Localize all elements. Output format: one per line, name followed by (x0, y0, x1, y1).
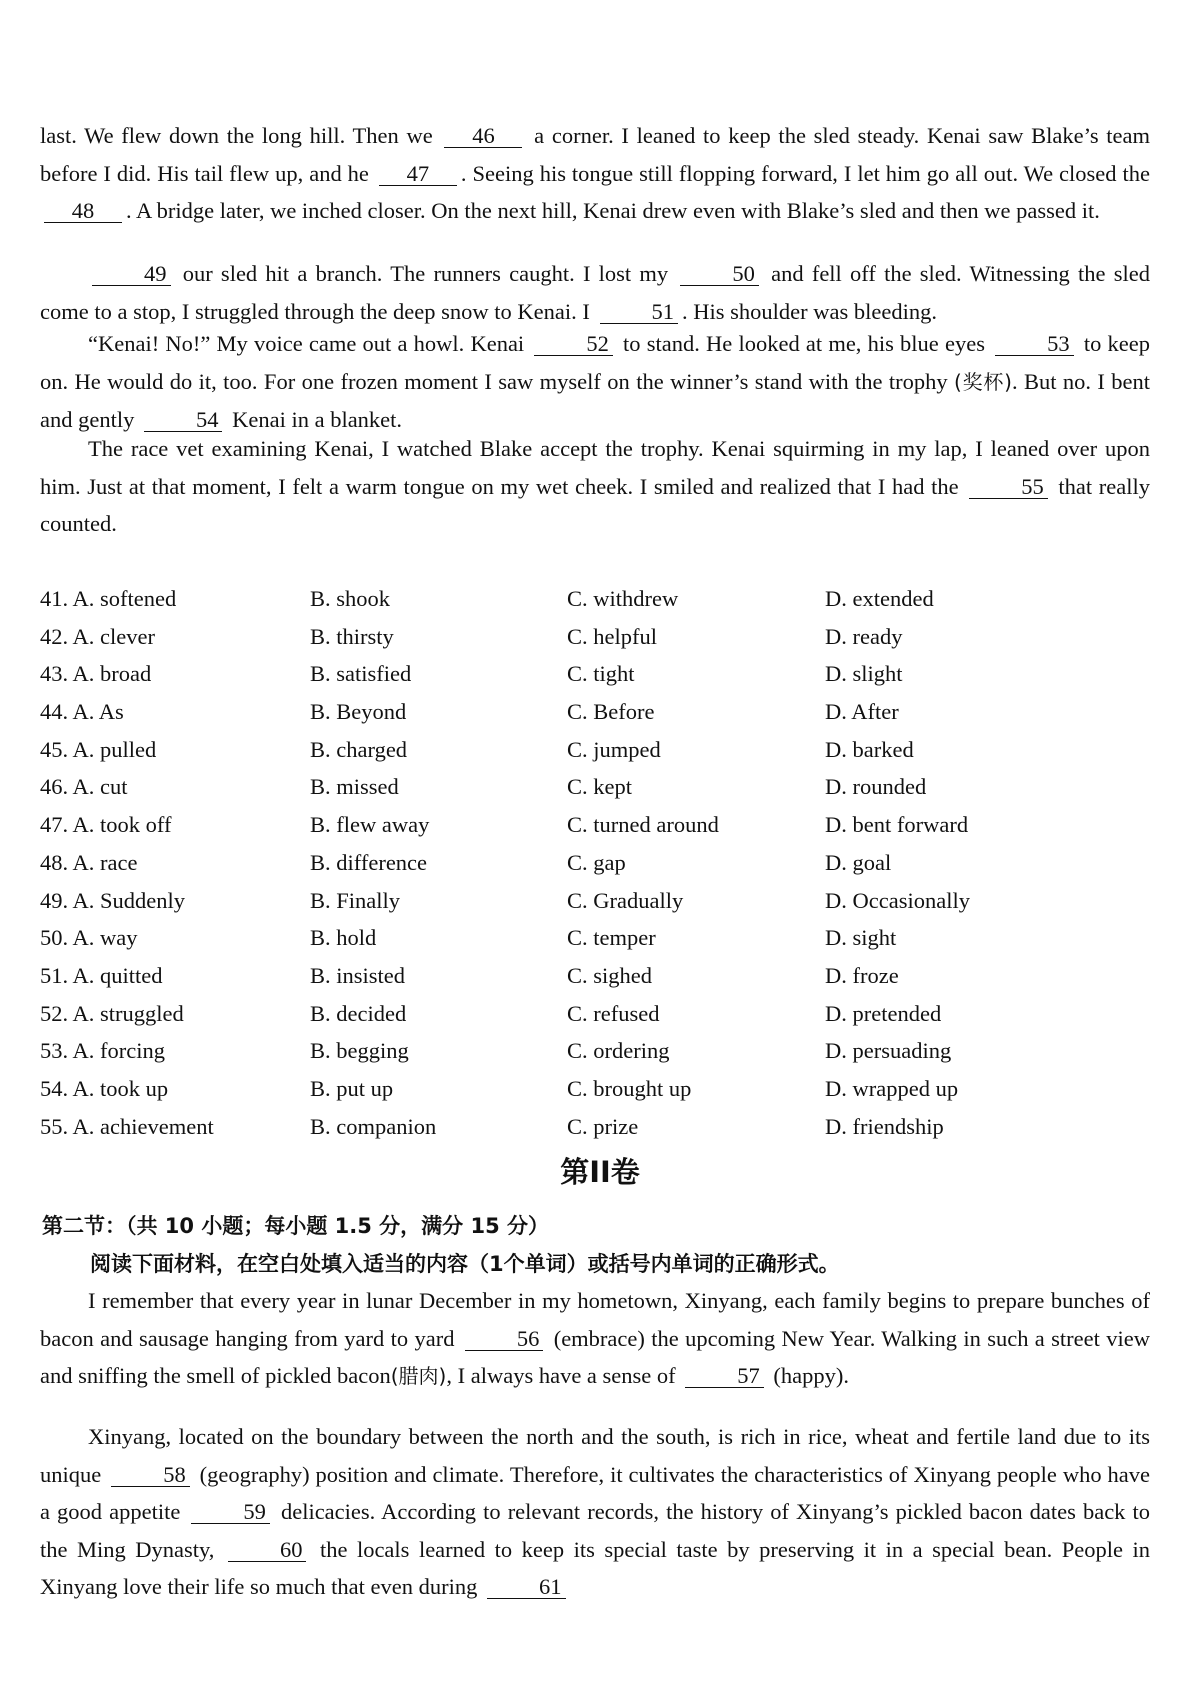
option-row (40, 768, 1150, 806)
option-d: D. sight (825, 925, 897, 951)
option-a: 45. A. pulled (40, 736, 157, 762)
option-d: D. extended (825, 586, 934, 611)
option-b: B. Beyond (310, 699, 407, 725)
option-b: B. charged (310, 736, 408, 762)
text-run: that really counted. (40, 473, 1150, 536)
blank-50: 50 (680, 263, 759, 286)
option-c: C. withdrew (567, 586, 679, 611)
option-a: 44. A. As (40, 699, 124, 725)
option-c: C. Before (567, 699, 655, 725)
chinese-gloss: (腊肉) (390, 1364, 447, 1388)
text-run: a corner. I leaned to keep the sled steady. Kenai saw Blake’s team before I did. His tail flew up, and he (40, 123, 1151, 186)
option-d: D. persuading (825, 1038, 952, 1064)
text-run: “Kenai! No!” My voice came out a howl. Kenai (88, 331, 531, 356)
option-c: C. kept (567, 774, 632, 800)
option-row (40, 806, 1150, 844)
blank-49: 49 (92, 263, 171, 286)
cloze-paragraph-1 (40, 117, 1150, 230)
section-header: 第二节：（共 10 小题；每小题 1.5 分，满分 15 分） (42, 1214, 550, 1238)
option-row (40, 1070, 1150, 1108)
text-run: (embrace) the upcoming New Year. Walking in such a street view and sniffing the smell of pickled bacon (40, 1325, 1150, 1388)
text-run: our sled hit a branch. The runners caught. I lost my (174, 261, 677, 286)
option-a: 51. A. quitted (40, 962, 163, 988)
option-b: B. thirsty (310, 623, 394, 649)
option-a: 42. A. clever (40, 623, 155, 649)
option-d: D. bent forward (825, 812, 969, 838)
text-run: Xinyang, located on the boundary between the north and the south, is rich in rice, wheat and fertile land due to its unique (40, 1424, 1150, 1487)
option-a: 50. A. way (40, 925, 138, 951)
option-c: C. temper (567, 925, 656, 951)
option-d: D. goal (825, 849, 892, 875)
blank-56: 56 (465, 1328, 544, 1351)
option-d: D. froze (825, 962, 899, 988)
option-c: C. brought up (567, 1075, 692, 1101)
option-d: D. slight (825, 661, 903, 687)
blank-60: 60 (228, 1539, 307, 1562)
chinese-gloss: (奖杯) (954, 369, 1012, 394)
option-b: B. put up (310, 1075, 394, 1101)
option-row (40, 1032, 1150, 1070)
blank-57: 57 (685, 1365, 764, 1388)
option-row (40, 580, 1150, 618)
option-d: D. friendship (825, 1113, 944, 1139)
text-run: last. We flew down the long hill. Then we (40, 123, 441, 148)
option-b: B. missed (310, 774, 399, 800)
option-b: B. flew away (310, 812, 430, 838)
text-run: to keep on. He would do it, too. For one frozen moment I saw myself on the winner’s stand with the trophy (40, 331, 1150, 394)
text-run: (geography) position and climate. Therefore, it cultivates the characteristics of Xinyang people who have a good appetite (40, 1461, 1150, 1524)
option-a: 48. A. race (40, 849, 138, 875)
section-title: 第II卷 (560, 1155, 640, 1189)
option-a: 52. A. struggled (40, 1000, 184, 1026)
text-run: I remember that every year in lunar December in my hometown, Xinyang, each family begins to prepare bunches of bacon and sausage hanging from yard to yard (40, 1288, 1150, 1351)
option-row (40, 1108, 1150, 1146)
option-d: D. rounded (825, 774, 927, 800)
option-b: B. decided (310, 1000, 407, 1026)
option-row (40, 693, 1150, 731)
answer-options (40, 580, 1150, 1145)
option-a: 53. A. forcing (40, 1038, 165, 1064)
text-run: . His shoulder was bleeding. (682, 298, 937, 324)
blank-59: 59 (191, 1501, 270, 1524)
option-c: C. helpful (567, 623, 657, 649)
section-instruction: 阅读下面材料，在空白处填入适当的内容（1个单词）或括号内单词的正确形式。 (90, 1252, 840, 1276)
text-run: Kenai in a blanket. (226, 407, 403, 432)
option-b: B. hold (310, 925, 377, 951)
option-c: C. jumped (567, 736, 661, 762)
blank-61: 61 (487, 1576, 566, 1599)
option-b: B. satisfied (310, 661, 412, 687)
text-run: . A bridge later, we inched closer. On the next hill, Kenai drew even with Blake’s sled and then we passed it. (126, 198, 1100, 223)
option-row (40, 844, 1150, 882)
blank-52: 52 (534, 333, 613, 356)
text-run: . But no. I bent and gently (40, 368, 1150, 432)
blank-54: 54 (144, 409, 223, 432)
option-c: C. prize (567, 1113, 639, 1139)
blank-55: 55 (969, 476, 1048, 499)
text-run: the locals learned to keep its special taste by preserving it in a special bean. People in Xinyang love their life so much that even during (40, 1536, 1150, 1599)
option-b: B. difference (310, 849, 428, 875)
blank-46: 46 (444, 125, 522, 148)
blank-47: 47 (379, 163, 457, 186)
text-run: . Seeing his tongue still flopping forward, I let him go all out. We closed the (460, 160, 1150, 186)
text-run: , I always have a sense of (446, 1363, 682, 1388)
option-c: C. refused (567, 1000, 660, 1026)
blank-58: 58 (111, 1464, 190, 1487)
option-c: C. turned around (567, 812, 719, 838)
option-d: D. barked (825, 736, 914, 762)
blank-53: 53 (995, 333, 1074, 356)
option-b: B. companion (310, 1113, 437, 1139)
blank-48: 48 (44, 200, 122, 223)
option-c: C. tight (567, 661, 635, 687)
option-row (40, 655, 1150, 693)
grammar-paragraph-1 (40, 1282, 1150, 1396)
text-run: delicacies. According to relevant records, the history of Xinyang’s pickled bacon dates back to the Ming Dynasty, (40, 1499, 1150, 1562)
option-d: D. pretended (825, 1000, 942, 1026)
blank-51: 51 (600, 301, 679, 324)
text-run: The race vet examining Kenai, I watched Blake accept the trophy. Kenai squirming in my lap, I leaned over upon him. Just at that moment, I felt a warm tongue on my wet cheek. I smiled and realized that I had the (40, 436, 1150, 499)
option-row (40, 995, 1150, 1033)
option-c: C. ordering (567, 1038, 670, 1064)
option-b: B. begging (310, 1038, 409, 1064)
text-run: to stand. He looked at me, his blue eyes (616, 331, 992, 356)
option-c: C. Gradually (567, 887, 684, 913)
option-a: 43. A. broad (40, 661, 152, 687)
cloze-paragraph-2 (40, 255, 1150, 330)
option-a: 55. A. achievement (40, 1113, 214, 1139)
text-run: (happy). (767, 1363, 850, 1388)
option-a: 47. A. took off (40, 812, 172, 838)
grammar-paragraph-2 (40, 1418, 1150, 1606)
option-a: 54. A. took up (40, 1075, 169, 1101)
option-b: B. insisted (310, 962, 406, 988)
option-c: C. gap (567, 849, 626, 875)
option-a: 46. A. cut (40, 774, 128, 800)
option-row (40, 882, 1150, 920)
option-b: B. shook (310, 586, 391, 611)
option-row (40, 919, 1150, 957)
option-d: D. ready (825, 623, 903, 649)
option-d: D. wrapped up (825, 1075, 959, 1101)
option-b: B. Finally (310, 887, 401, 913)
cloze-paragraph-3 (40, 325, 1150, 439)
option-a: 41. A. softened (40, 586, 177, 611)
option-row (40, 618, 1150, 656)
option-c: C. sighed (567, 962, 653, 988)
option-d: D. Occasionally (825, 887, 970, 913)
option-row (40, 957, 1150, 995)
option-d: D. After (825, 699, 899, 725)
option-a: 49. A. Suddenly (40, 887, 186, 913)
option-row (40, 731, 1150, 769)
cloze-paragraph-4 (40, 430, 1150, 543)
text-run: and fell off the sled. Witnessing the sled come to a stop, I struggled through the deep snow to Kenai. I (40, 261, 1150, 324)
